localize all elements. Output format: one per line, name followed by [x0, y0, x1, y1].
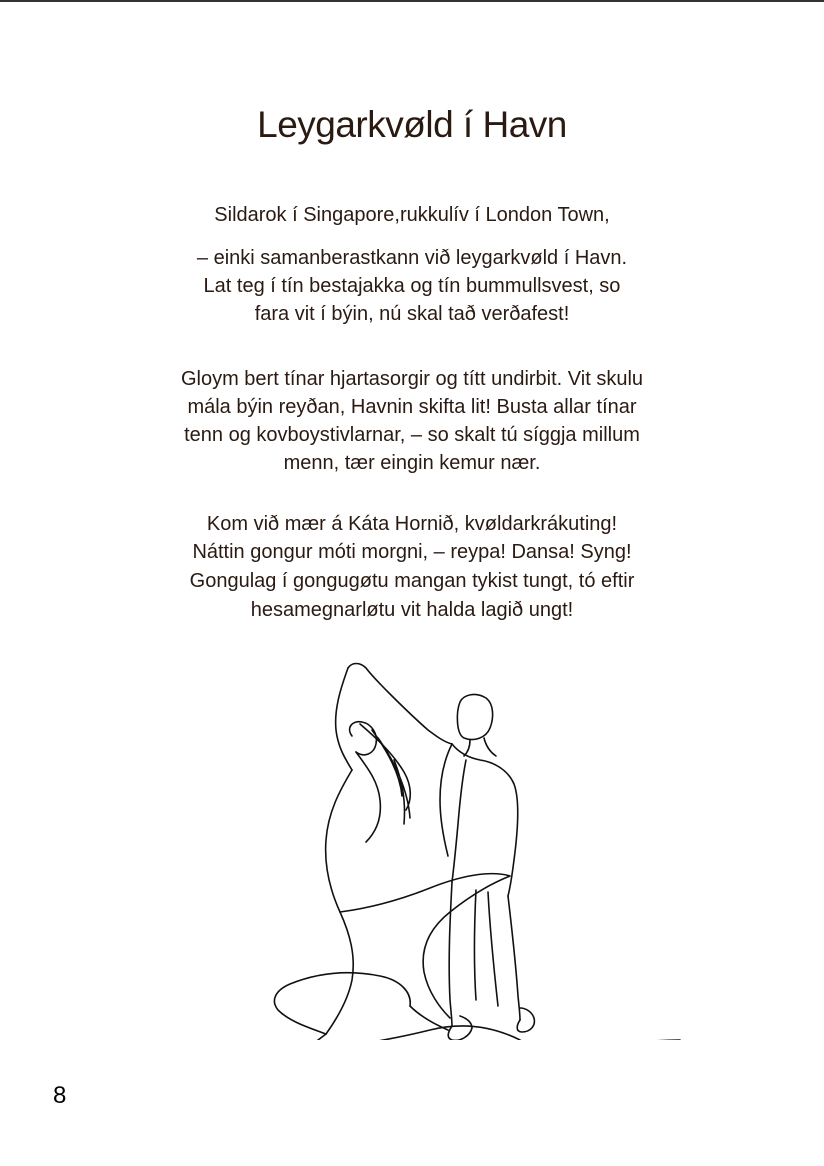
- stanza-3-line-1: Kom við mær á Káta Hornið, kvøldarkrákuting!: [206, 513, 618, 535]
- stanza-3-line-2: Náttin gongur móti morgni, – reypa! Dansa! Syng!: [192, 541, 632, 563]
- woman-raised-arm: [348, 664, 452, 745]
- stanza-1-line-2: – einki samanberastkann við leygarkvøld í Havn.: [196, 247, 628, 269]
- stanza-3-line-3: Gongulag í gongugøtu mangan tykist tungt, tó eftir: [189, 570, 635, 592]
- man-head: [457, 695, 492, 740]
- man-inner-leg: [475, 890, 499, 1006]
- woman-feet: [306, 1006, 448, 1040]
- man-shirt-front: [452, 760, 466, 882]
- woman-body: [326, 770, 354, 1034]
- stanza-3-line-4: hesamegnarløtu vit halda lagið ungt!: [250, 599, 574, 621]
- stanza-2-line-3: tenn og kovboystivlarnar, – so skalt tú síggja millum: [184, 424, 640, 446]
- man-neck: [464, 738, 496, 756]
- woman-hair: [360, 724, 410, 824]
- flowing-line: [300, 1026, 520, 1040]
- woman-back-arm: [336, 668, 352, 770]
- poem-title: Leygarkvøld í Havn: [257, 104, 567, 145]
- stanza-1-line-1: Sildarok í Singapore,rukkulív í London Town,: [214, 204, 610, 226]
- man-right-leg: [508, 896, 520, 1020]
- man-arm: [440, 744, 452, 856]
- woman-skirt-fold: [274, 973, 410, 1034]
- woman-shoulder: [356, 752, 380, 842]
- stanza-2-line-2: mála býin reyðan, Havnin skifta lit! Busta allar tínar: [187, 396, 637, 418]
- woman-skirt: [340, 874, 510, 1018]
- top-border-rule: [0, 0, 824, 2]
- stanza-2-line-4: menn, tær eingin kemur nær.: [283, 452, 541, 474]
- stanza-1-line-3: Lat teg í tín bestajakka og tín bummullsvest, so: [203, 275, 621, 297]
- page-number: 8: [53, 1082, 67, 1109]
- stanza-2-line-1: Gloym bert tínar hjartasorgir og títt undirbit. Vit skulu: [180, 368, 644, 390]
- man-left-leg: [449, 882, 452, 1026]
- stanza-1-line-4: fara vit í býin, nú skal tað verðafest!: [254, 303, 570, 325]
- dancing-couple-illustration: [150, 650, 690, 1040]
